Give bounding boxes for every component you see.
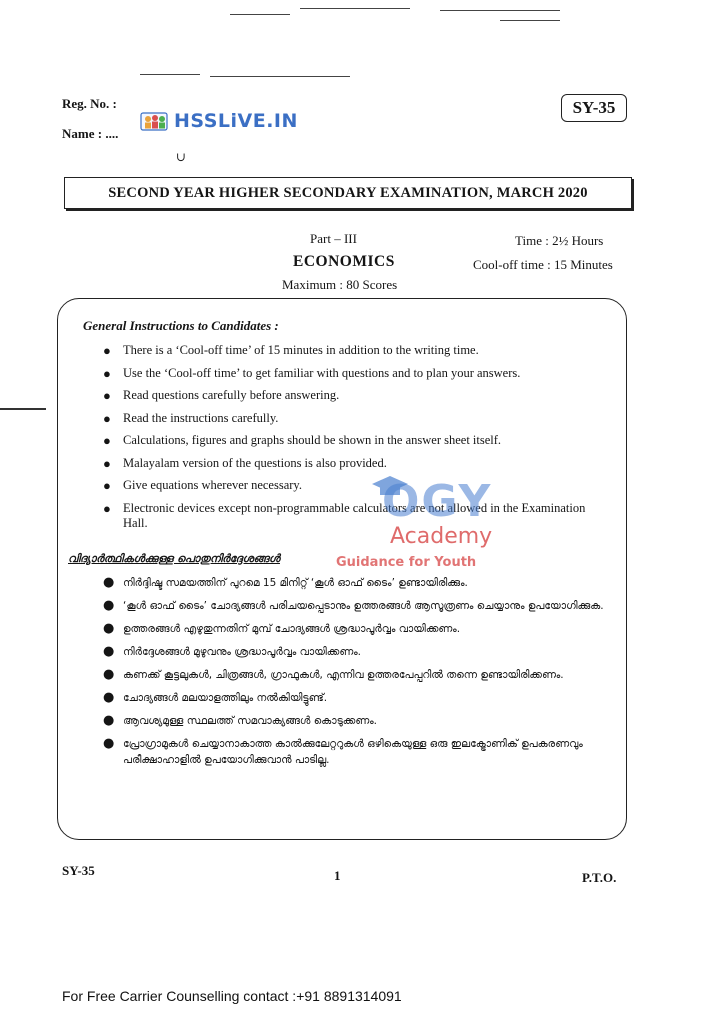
- bullet-icon: ●: [103, 621, 115, 636]
- bullet-icon: ●: [103, 433, 111, 448]
- bullet-icon: ●: [103, 410, 111, 426]
- counselling-contact: For Free Carrier Counselling contact :+91 8891314091: [62, 988, 402, 1004]
- pen-mark: ∪: [176, 150, 187, 164]
- bullet-icon: ●: [103, 388, 111, 403]
- malayalam-instruction-item: ● ചോദ്യങ്ങൾ മലയാളത്തിലും നൽകിയിട്ടുണ്ട്.: [103, 690, 328, 705]
- watermark-tagline: Guidance for Youth: [336, 555, 477, 570]
- instruction-item: ● Use the ‘Cool-off time’ to get familiar with questions and to plan your answers.: [103, 365, 521, 381]
- scan-artifact-top: [500, 20, 560, 21]
- page-number: 1: [334, 868, 341, 883]
- watermark-academy: Academy: [390, 524, 493, 549]
- malayalam-instructions-heading: വിദ്യാർത്ഥികൾക്കുള്ള പൊതുനിർദ്ദേശങ്ങൾ: [68, 552, 280, 565]
- instruction-item: ● Read questions carefully before answering.: [103, 388, 340, 403]
- instruction-item: ● Give equations wherever necessary.: [103, 478, 302, 493]
- bullet-icon: ●: [103, 455, 111, 471]
- instruction-item: ● There is a ‘Cool-off time’ of 15 minutes in addition to the writing time.: [103, 343, 479, 358]
- malayalam-instruction-item: ● ആവശ്യമുള്ള സ്ഥലത്ത് സമവാക്യങ്ങൾ കൊടുക്കണം.: [103, 713, 377, 728]
- reg-no-label: Reg. No. :: [62, 96, 117, 111]
- paper-code-box: SY-35: [561, 94, 627, 122]
- instructions-heading: General Instructions to Candidates :: [83, 318, 279, 333]
- site-logo-text: HSSLiVE.IN: [174, 110, 298, 132]
- instruction-item: ● Malayalam version of the questions is also provided.: [103, 455, 387, 471]
- instruction-item: ● Electronic devices except non-programmable calculators are not allowed in the Examination Hall.: [103, 500, 586, 530]
- name-label: Name : ....: [62, 126, 119, 141]
- scan-artifact-dash: [210, 76, 350, 77]
- max-scores: Maximum : 80 Scores: [282, 277, 398, 292]
- malayalam-instruction-item: ● പ്രോഗ്രാമുകൾ ചെയ്യാനാകാത്ത കാൽക്കുലേറ്ററുകൾ ഒഴികെയുള്ള ഒരു ഇലക്ട്രോണിക് ഉപകരണവും പരീക്ഷാഹാളിൽ ഉപയോഗിക്കുവാൻ പാടില്ല.: [103, 736, 583, 766]
- paper-part: Part – III: [310, 231, 357, 246]
- exam-title: SECOND YEAR HIGHER SECONDARY EXAMINATION, MARCH 2020: [64, 177, 632, 209]
- instruction-item: ● Read the instructions carefully.: [103, 410, 279, 426]
- bullet-icon: ●: [103, 598, 115, 613]
- children-logo-icon: [140, 110, 168, 132]
- scan-artifact-top: [440, 10, 560, 11]
- bullet-icon: ●: [103, 667, 115, 682]
- malayalam-instruction-item: ● ‘കൂൾ ഓഫ് ടൈം’ ചോദ്യങ്ങൾ പരിചയപ്പെടാനും ഉത്തരങ്ങൾ ആസൂത്രണം ചെയ്യാനും ഉപയോഗിക്കുക.: [103, 598, 604, 613]
- exam-time: Time : 2½ Hours: [515, 233, 604, 248]
- paper-subject: ECONOMICS: [293, 253, 395, 270]
- scan-artifact-dash: [140, 74, 200, 75]
- bullet-icon: ●: [103, 365, 111, 381]
- bullet-icon: ●: [103, 644, 115, 659]
- footer-paper-code: SY-35: [62, 863, 95, 878]
- bullet-icon: ●: [103, 690, 115, 705]
- bullet-icon: ●: [103, 500, 111, 516]
- malayalam-instructions-list: [103, 575, 608, 775]
- english-instructions-list: [103, 343, 608, 538]
- bullet-icon: ●: [103, 736, 115, 751]
- bullet-icon: ●: [103, 343, 111, 358]
- scan-artifact-top: [230, 14, 290, 15]
- site-logo: [140, 110, 298, 132]
- scan-artifact-top: [300, 8, 410, 9]
- please-turn-over: P.T.O.: [582, 870, 617, 885]
- bullet-icon: ●: [103, 575, 115, 590]
- instruction-item: ● Calculations, figures and graphs should be shown in the answer sheet itself.: [103, 433, 502, 448]
- malayalam-instruction-item: ● കണക്ക് കൂട്ടലുകൾ, ചിത്രങ്ങൾ, ഗ്രാഫുകൾ, എന്നിവ ഉത്തരപേപ്പറിൽ തന്നെ ഉണ്ടായിരിക്കണം.: [103, 667, 564, 682]
- malayalam-instruction-item: ● നിർദ്ദേശങ്ങൾ മുഴുവനും ശ്രദ്ധാപൂർവ്വം വായിക്കണം.: [103, 644, 361, 659]
- cool-off-time: Cool-off time : 15 Minutes: [473, 257, 613, 272]
- bullet-icon: ●: [103, 478, 111, 493]
- watermark-brand: OGY: [382, 476, 493, 527]
- bullet-icon: ●: [103, 713, 115, 728]
- scan-artifact-margin: [0, 408, 46, 410]
- malayalam-instruction-item: ● ഉത്തരങ്ങൾ എഴുതുന്നതിന് മുമ്പ് ചോദ്യങ്ങൾ ശ്രദ്ധാപൂർവ്വം വായിക്കണം.: [103, 621, 461, 636]
- malayalam-instruction-item: ● നിർദ്ദിഷ്ട സമയത്തിന് പുറമെ 15 മിനിറ്റ് ‘കൂൾ ഓഫ് ടൈം’ ഉണ്ടായിരിക്കും.: [103, 575, 468, 590]
